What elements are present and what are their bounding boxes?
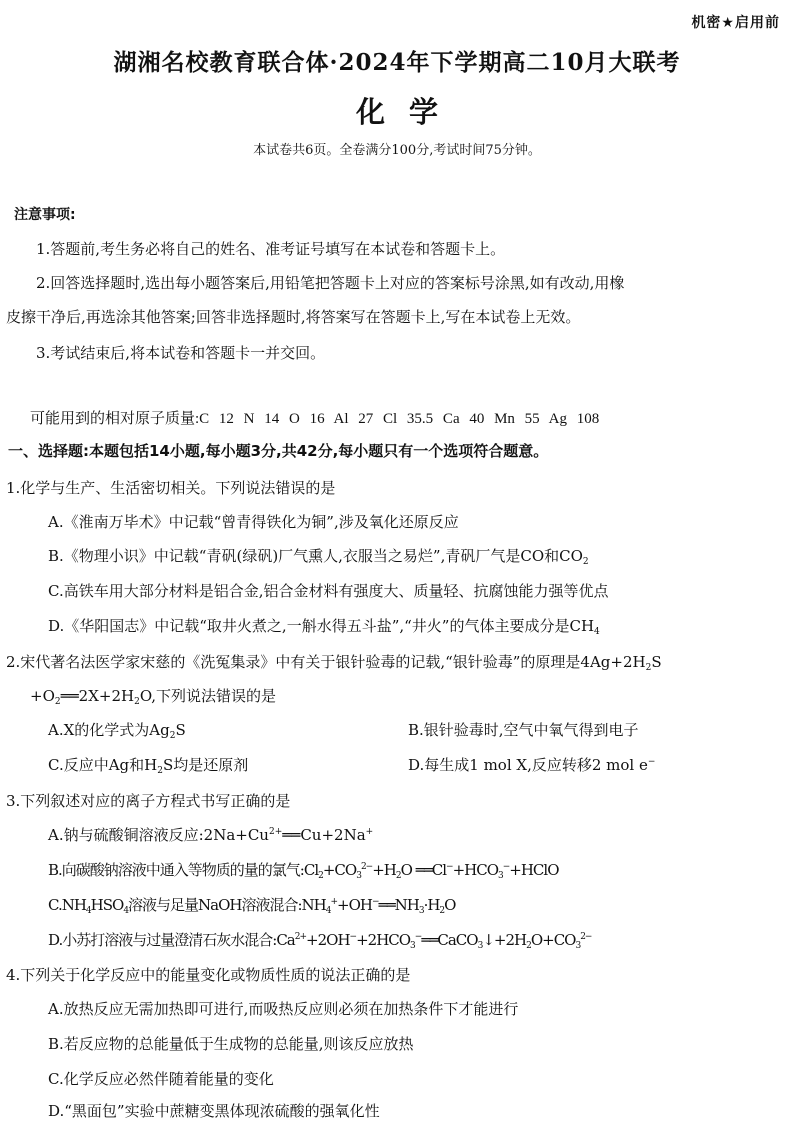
question-3-option-d: D.小苏打溶液与过量澄清石灰水混合$:Ca^{2+}+2OH^-+2HCO_3^-══CaCO_3↓+2H_2O+CO_3^{2-}$ xyxy=(48,931,592,951)
question-3-stem: 3.下列叙述对应的离子方程式书写正确的是 xyxy=(6,792,291,810)
question-4-option-c: C.化学反应必然伴随着能量的变化 xyxy=(48,1070,274,1088)
question-4-option-b: B.若反应物的总能量低于生成物的总能量,则该反应放热 xyxy=(48,1035,414,1053)
question-4-option-d: D.“黑面包”实验中蔗糖变黑体现浓硫酸的强氧化性 xyxy=(48,1102,380,1120)
question-2-option-b: B.银针验毒时,空气中氧气得到电子 xyxy=(408,721,639,739)
question-3-option-a: A.钠与硫酸铜溶液反应$:2Na+Cu^{2+}══Cu+2Na^+$ xyxy=(48,826,374,844)
notice-item-2: 2.回答选择题时,选出每小题答案后,用铅笔把答题卡上对应的答案标号涂黑,如有改动,用橡 xyxy=(36,274,625,292)
atomic-masses: 可能用到的相对原子质量:C 12 N 14 O 16 Al 27 Cl 35.5 Ca 40 Mn 55 Ag 108 xyxy=(30,411,600,427)
question-3-option-b: B.向碳酸钠溶液中通入等物质的量的氯气$:Cl_2+CO_3^{2-}+H_2O$ $══Cl^-+HCO_3^-+HClO$ xyxy=(48,861,559,881)
question-2-stem-cont: $+O_2══2X+2H_2O$,下列说法错误的是 xyxy=(30,687,277,707)
confidential-label: 机密★启用前 xyxy=(691,15,780,31)
exam-title: 湖湘名校教育联合体·2024年下学期高二10月大联考 xyxy=(113,49,681,76)
subject-heading: 化学 xyxy=(355,95,462,129)
question-2-option-a: A.X的化学式为$Ag_2S$ xyxy=(48,721,186,741)
notice-item-2-cont: 皮擦干净后,再选涂其他答案;回答非选择题时,将答案写在答题卡上,写在本试卷上无效。 xyxy=(6,308,581,326)
section-heading: 一、选择题:本题包括14小题,每小题3分,共42分,每小题只有一个选项符合题意。 xyxy=(8,442,549,460)
question-1-stem: 1.化学与生产、生活密切相关。下列说法错误的是 xyxy=(6,479,336,497)
question-2-stem: 2.宋代著名法医学家宋慈的《洗冤集录》中有关于银针验毒的记载,“银针验毒”的原理是$4Ag+2H_2S$ xyxy=(6,653,662,673)
question-1-option-c: C.高铁车用大部分材料是铝合金,铝合金材料有强度大、质量轻、抗腐蚀能力强等优点 xyxy=(48,582,609,600)
question-3-option-c: $C.NH_4HSO_4$溶液与足量NaOH溶液混合$:NH_4^++OH^-══NH_3\cdot H_2O$ xyxy=(48,896,456,916)
question-4-stem: 4.下列关于化学反应中的能量变化或物质性质的说法正确的是 xyxy=(6,966,411,984)
question-1-option-b: B.《物理小识》中记载“青矾(绿矾)厂气熏人,衣服当之易烂”,青矾厂气是CO和$CO_2$ xyxy=(48,547,589,567)
question-1-option-a: A.《淮南万毕术》中记载“曾青得铁化为铜”,涉及氧化还原反应 xyxy=(48,513,459,531)
question-4-option-a: A.放热反应无需加热即可进行,而吸热反应则必须在加热条件下才能进行 xyxy=(48,1000,519,1018)
question-2-option-c: C.反应中Ag和$H_2S$均是还原剂 xyxy=(48,756,249,776)
exam-info: 本试卷共6页。全卷满分100分,考试时间75分钟。 xyxy=(253,143,541,158)
question-2-option-d: D.每生成1 mol X,反应转移2 mol e− xyxy=(408,756,656,774)
notice-heading: 注意事项: xyxy=(14,207,76,223)
question-1-option-d: D.《华阳国志》中记载“取井火煮之,一斛水得五斗盐”,“井火”的气体主要成分是$CH_4$ xyxy=(48,617,600,637)
notice-item-1: 1.答题前,考生务必将自己的姓名、准考证号填写在本试卷和答题卡上。 xyxy=(36,240,506,258)
notice-item-3: 3.考试结束后,将本试卷和答题卡一并交回。 xyxy=(36,344,326,362)
